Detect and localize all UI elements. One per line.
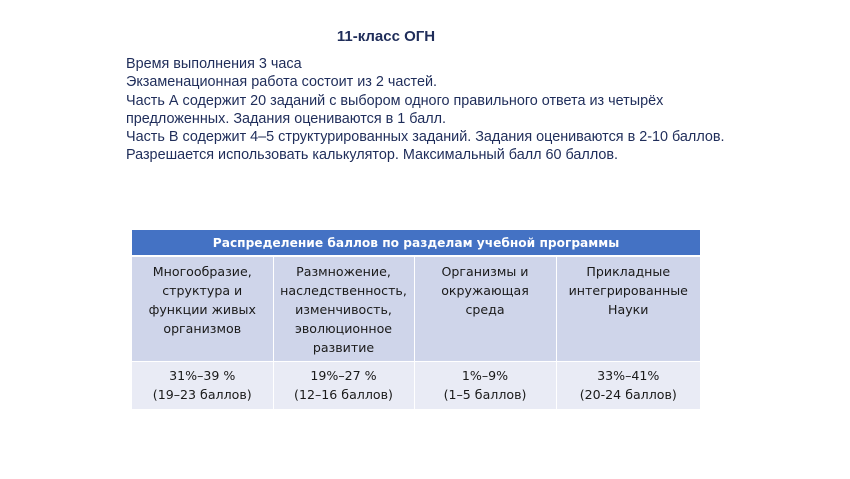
section-name-reproduction bbox=[273, 256, 414, 362]
score-points: (12–16 баллов) bbox=[294, 387, 393, 402]
section-name-line: структура и bbox=[162, 283, 243, 298]
intro-line-part-a: Часть А содержит 20 заданий с выбором одного правильного ответа из четырёх bbox=[126, 92, 664, 109]
intro-line-part-a-scoring: предложенных. Задания оцениваются в 1 балл. bbox=[126, 110, 447, 127]
section-name-line: функции живых bbox=[148, 302, 256, 317]
intro-line-duration: Время выполнения 3 часа bbox=[126, 56, 302, 72]
score-percent: 31%–39 % bbox=[169, 368, 236, 383]
section-name-line: организмов bbox=[163, 321, 242, 336]
section-score-diversity bbox=[132, 362, 273, 410]
section-name-environment bbox=[414, 256, 556, 362]
score-points: (20-24 баллов) bbox=[579, 387, 677, 402]
intro-line-parts: Экзаменационная работа состоит из 2 частей. bbox=[126, 74, 438, 91]
intro-line-part-b: Часть В содержит 4–5 структурированных заданий. Задания оцениваются в 2-10 баллов. bbox=[126, 129, 725, 146]
score-percent: 33%–41% bbox=[597, 368, 660, 383]
section-name-line: развитие bbox=[312, 340, 375, 355]
score-points: (1–5 баллов) bbox=[443, 387, 527, 402]
score-distribution-table bbox=[132, 230, 700, 409]
section-score-applied-sciences bbox=[556, 362, 700, 410]
section-name-line: Многообразие, bbox=[152, 264, 252, 279]
section-scores-row bbox=[132, 362, 700, 410]
section-name-line: Организмы и bbox=[441, 264, 529, 279]
intro-line-calculator: Разрешается использовать калькулятор. Максимальный балл 60 баллов. bbox=[126, 147, 619, 164]
section-name-line: Науки bbox=[608, 302, 649, 317]
section-name-line: Прикладные bbox=[586, 264, 671, 279]
section-name-line: среда bbox=[465, 302, 505, 317]
section-name-line: Размножение, bbox=[296, 264, 391, 279]
section-name-line: эволюционное bbox=[294, 321, 393, 336]
section-score-reproduction bbox=[273, 362, 414, 410]
section-name-line: окружающая bbox=[441, 283, 529, 298]
section-names-row bbox=[132, 256, 700, 362]
section-name-line: интегрированные bbox=[568, 283, 688, 298]
section-name-applied-sciences bbox=[556, 256, 700, 362]
section-name-line: наследственность, bbox=[280, 283, 407, 298]
exam-description bbox=[126, 55, 826, 165]
section-name-line: изменчивость, bbox=[295, 302, 392, 317]
table-header: Распределение баллов по разделам учебной программы bbox=[132, 230, 700, 256]
section-score-environment bbox=[414, 362, 556, 410]
score-points: (19–23 баллов) bbox=[152, 387, 252, 402]
page-title: 11-класс ОГН bbox=[336, 28, 436, 45]
section-name-diversity bbox=[132, 256, 273, 362]
score-percent: 19%–27 % bbox=[310, 368, 377, 383]
score-percent: 1%–9% bbox=[461, 368, 509, 383]
